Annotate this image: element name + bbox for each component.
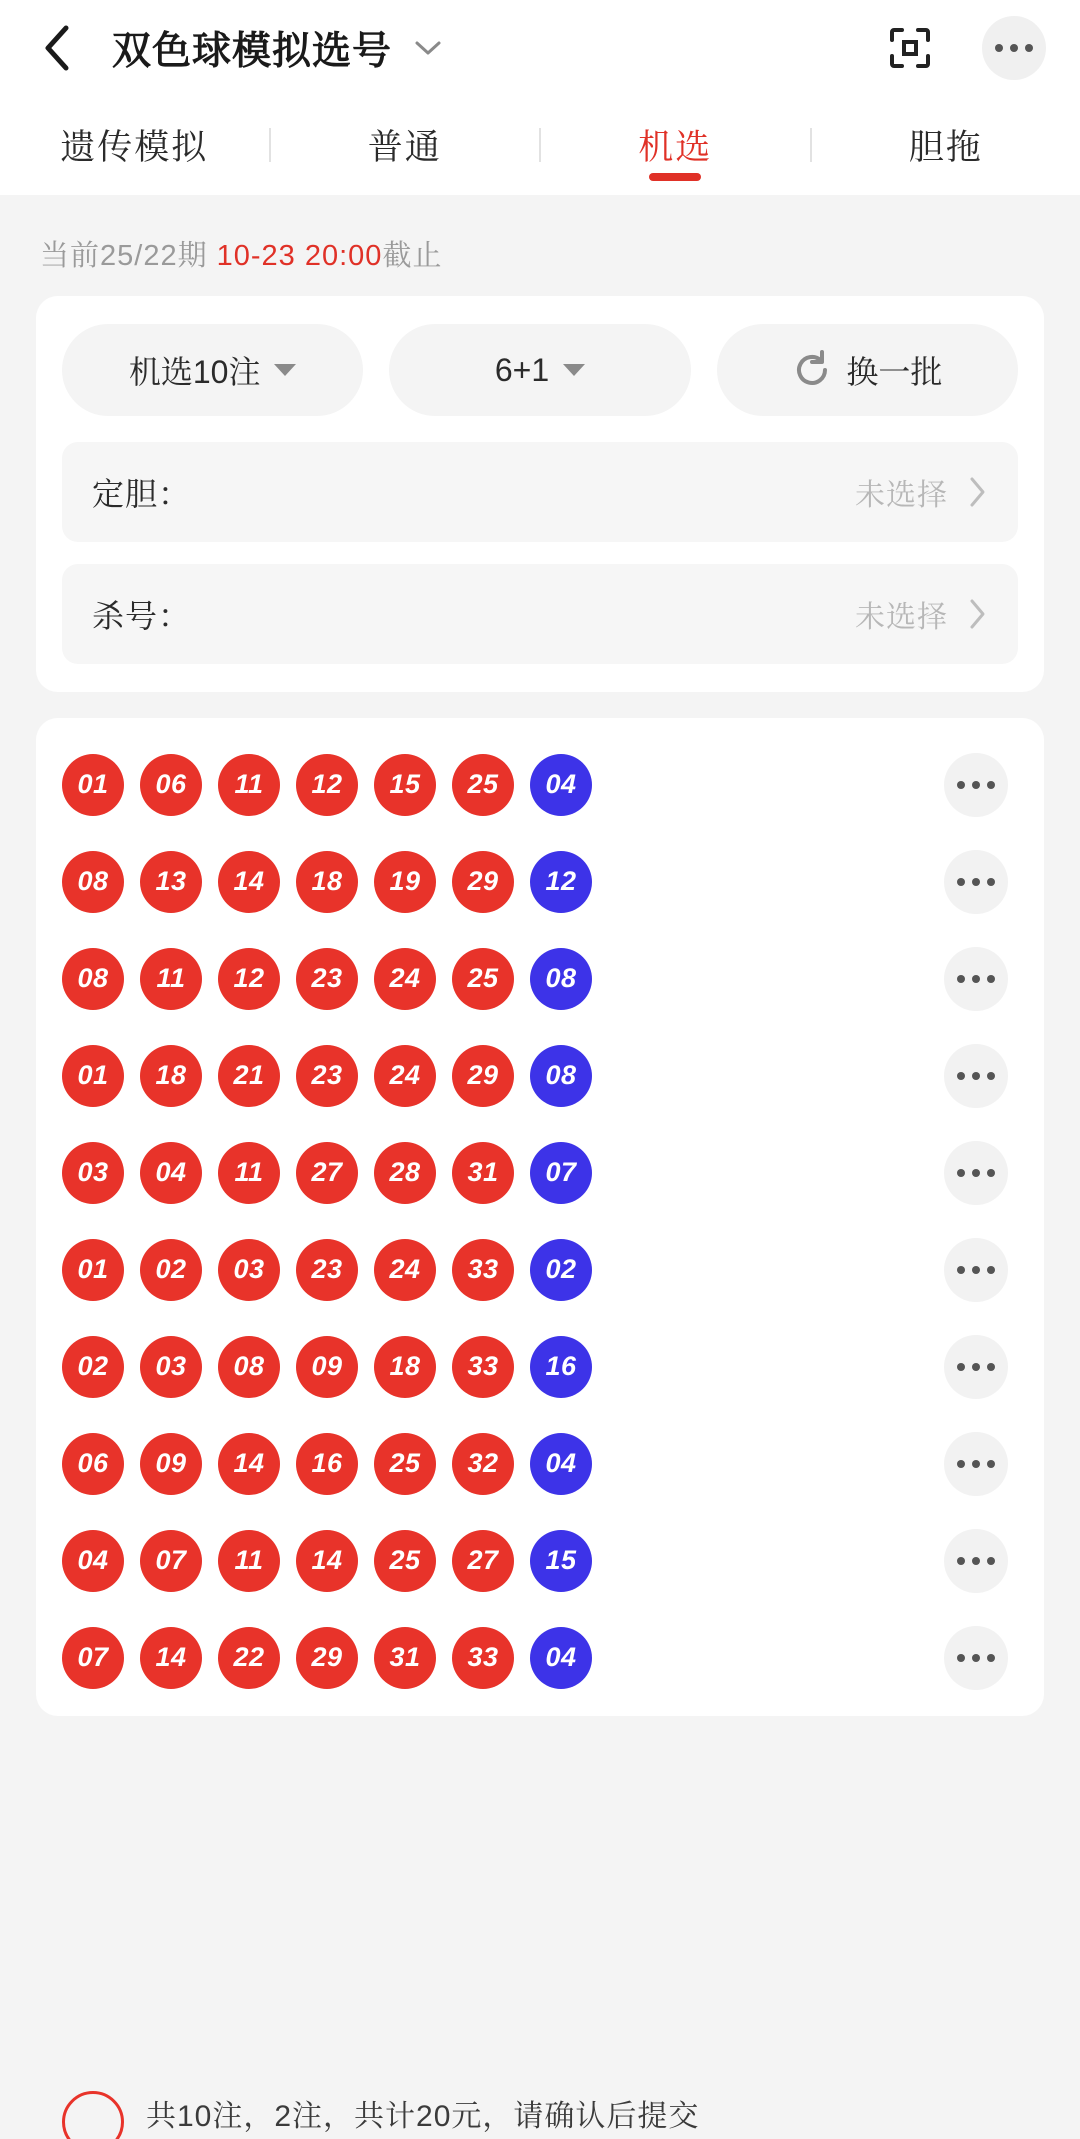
red-ball[interactable]: 24 <box>374 948 436 1010</box>
ticket-row[interactable] <box>62 1609 1018 1706</box>
bottom-summary-text: 共10注，2注，共计20元，请确认后提交 <box>146 2100 700 2133</box>
red-ball[interactable]: 13 <box>140 851 202 913</box>
more-dots <box>957 1557 995 1565</box>
red-ball[interactable]: 12 <box>218 948 280 1010</box>
red-ball[interactable]: 23 <box>296 1239 358 1301</box>
chevron-right-icon <box>968 476 988 508</box>
tab-bar <box>0 95 1080 195</box>
red-ball[interactable]: 11 <box>218 754 280 816</box>
ticket-more-icon[interactable] <box>944 1044 1008 1108</box>
red-ball[interactable]: 21 <box>218 1045 280 1107</box>
chevron-down-icon <box>274 364 296 376</box>
red-ball[interactable]: 31 <box>452 1142 514 1204</box>
period-deadline-text <box>0 195 1080 296</box>
ticket-row[interactable] <box>62 1318 1018 1415</box>
red-ball[interactable]: 28 <box>374 1142 436 1204</box>
more-dots <box>957 1266 995 1274</box>
ball-group <box>62 851 592 913</box>
red-ball[interactable]: 11 <box>218 1142 280 1204</box>
red-ball[interactable]: 29 <box>452 1045 514 1107</box>
controls-card <box>36 296 1044 692</box>
blue-ball[interactable]: 02 <box>530 1239 592 1301</box>
red-ball[interactable]: 16 <box>296 1433 358 1495</box>
red-ball[interactable]: 27 <box>296 1142 358 1204</box>
more-dots <box>995 44 1033 52</box>
more-dots <box>957 975 995 983</box>
tab-normal[interactable] <box>271 95 540 195</box>
red-ball[interactable]: 27 <box>452 1530 514 1592</box>
field-shahao[interactable] <box>62 564 1018 664</box>
red-ball[interactable]: 22 <box>218 1627 280 1689</box>
red-ball[interactable]: 01 <box>62 754 124 816</box>
field-value: 未选择 <box>855 601 948 634</box>
red-ball[interactable]: 15 <box>374 754 436 816</box>
more-horizontal-icon[interactable] <box>982 16 1046 80</box>
ticket-row[interactable] <box>62 1415 1018 1512</box>
red-ball[interactable]: 09 <box>296 1336 358 1398</box>
chevron-down-icon <box>563 364 585 376</box>
chevron-right-icon <box>968 598 988 630</box>
period-prefix: 当前25/22期 <box>40 240 217 272</box>
bet-mode-selector[interactable] <box>389 324 690 416</box>
red-ball[interactable]: 06 <box>62 1433 124 1495</box>
controls-row <box>62 324 1018 416</box>
ticket-more-icon[interactable] <box>944 753 1008 817</box>
red-ball[interactable]: 23 <box>296 1045 358 1107</box>
bet-count-selector[interactable] <box>62 324 363 416</box>
more-dots <box>957 878 995 886</box>
ball-group <box>62 754 592 816</box>
red-ball[interactable]: 29 <box>452 851 514 913</box>
more-dots <box>957 1654 995 1662</box>
tab-label: 胆拖 <box>908 128 983 167</box>
blue-ball[interactable]: 07 <box>530 1142 592 1204</box>
red-ball[interactable]: 04 <box>62 1530 124 1592</box>
red-ball[interactable]: 25 <box>374 1530 436 1592</box>
ball-group <box>62 1627 592 1689</box>
bottom-circle-icon <box>62 2091 124 2139</box>
ticket-more-icon[interactable] <box>944 1335 1008 1399</box>
red-ball[interactable]: 29 <box>296 1627 358 1689</box>
blue-ball[interactable]: 16 <box>530 1336 592 1398</box>
tickets-card <box>36 718 1044 1716</box>
red-ball[interactable]: 25 <box>374 1433 436 1495</box>
red-ball[interactable]: 11 <box>140 948 202 1010</box>
red-ball[interactable]: 24 <box>374 1239 436 1301</box>
tab-label: 遗传模拟 <box>60 128 209 167</box>
period-deadline: 10-23 20:00 <box>216 240 383 272</box>
blue-ball[interactable]: 04 <box>530 1627 592 1689</box>
bet-mode-label: 6+1 <box>494 351 550 388</box>
red-ball[interactable]: 08 <box>62 948 124 1010</box>
refresh-label: 换一批 <box>846 354 943 390</box>
main-content <box>0 195 1080 2139</box>
blue-ball[interactable]: 12 <box>530 851 592 913</box>
tab-dantuo[interactable] <box>812 95 1080 195</box>
red-ball[interactable]: 02 <box>62 1336 124 1398</box>
tab-genetic[interactable] <box>0 95 269 195</box>
red-ball[interactable]: 18 <box>140 1045 202 1107</box>
red-ball[interactable]: 07 <box>62 1627 124 1689</box>
red-ball[interactable]: 12 <box>296 754 358 816</box>
field-dingdan[interactable] <box>62 442 1018 542</box>
red-ball[interactable]: 11 <box>218 1530 280 1592</box>
ticket-more-icon[interactable] <box>944 1626 1008 1690</box>
red-ball[interactable]: 25 <box>452 754 514 816</box>
page-title: 双色球模拟选号 <box>112 29 393 73</box>
red-ball[interactable]: 03 <box>140 1336 202 1398</box>
ticket-more-icon[interactable] <box>944 1432 1008 1496</box>
refresh-batch-button[interactable] <box>717 324 1018 416</box>
blue-ball[interactable]: 15 <box>530 1530 592 1592</box>
red-ball[interactable]: 03 <box>218 1239 280 1301</box>
ticket-row[interactable] <box>62 1221 1018 1318</box>
app-header <box>0 0 1080 95</box>
more-dots <box>957 1363 995 1371</box>
ball-group <box>62 948 592 1010</box>
ball-group <box>62 1336 592 1398</box>
ticket-row[interactable] <box>62 736 1018 833</box>
field-label: 定胆： <box>92 476 192 512</box>
more-dots <box>957 1072 995 1080</box>
ticket-more-icon[interactable] <box>944 947 1008 1011</box>
red-ball[interactable]: 32 <box>452 1433 514 1495</box>
ticket-row[interactable] <box>62 1124 1018 1221</box>
red-ball[interactable]: 06 <box>140 754 202 816</box>
red-ball[interactable]: 08 <box>62 851 124 913</box>
refresh-icon <box>792 350 832 390</box>
ticket-row[interactable] <box>62 930 1018 1027</box>
red-ball[interactable]: 25 <box>452 948 514 1010</box>
red-ball[interactable]: 18 <box>296 851 358 913</box>
ball-group <box>62 1045 592 1107</box>
field-label: 杀号： <box>92 598 192 634</box>
red-ball[interactable]: 02 <box>140 1239 202 1301</box>
ticket-row[interactable] <box>62 833 1018 930</box>
red-ball[interactable]: 08 <box>218 1336 280 1398</box>
red-ball[interactable]: 07 <box>140 1530 202 1592</box>
ball-group <box>62 1530 592 1592</box>
blue-ball[interactable]: 08 <box>530 948 592 1010</box>
ticket-more-icon[interactable] <box>944 1141 1008 1205</box>
red-ball[interactable]: 09 <box>140 1433 202 1495</box>
red-ball[interactable]: 01 <box>62 1239 124 1301</box>
red-ball[interactable]: 14 <box>140 1627 202 1689</box>
red-ball[interactable]: 23 <box>296 948 358 1010</box>
red-ball[interactable]: 19 <box>374 851 436 913</box>
period-suffix: 截止 <box>382 240 443 272</box>
red-ball[interactable]: 03 <box>62 1142 124 1204</box>
more-dots <box>957 781 995 789</box>
ticket-more-icon[interactable] <box>944 1529 1008 1593</box>
red-ball[interactable]: 31 <box>374 1627 436 1689</box>
red-ball[interactable]: 24 <box>374 1045 436 1107</box>
more-dots <box>957 1460 995 1468</box>
more-dots <box>957 1169 995 1177</box>
red-ball[interactable]: 33 <box>452 1627 514 1689</box>
red-ball[interactable]: 33 <box>452 1336 514 1398</box>
red-ball[interactable]: 04 <box>140 1142 202 1204</box>
blue-ball[interactable]: 04 <box>530 754 592 816</box>
ball-group <box>62 1239 592 1301</box>
bet-count-label: 机选10注 <box>128 354 261 390</box>
ticket-row[interactable] <box>62 1512 1018 1609</box>
blue-ball[interactable]: 04 <box>530 1433 592 1495</box>
red-ball[interactable]: 18 <box>374 1336 436 1398</box>
tab-active-underline <box>649 173 701 181</box>
bottom-summary-bar[interactable] <box>0 2091 1080 2139</box>
tab-label: 普通 <box>367 128 442 167</box>
back-icon[interactable] <box>34 25 80 71</box>
ticket-row[interactable] <box>62 1027 1018 1124</box>
scan-frame-icon[interactable] <box>878 16 942 80</box>
red-ball[interactable]: 14 <box>218 851 280 913</box>
ball-group <box>62 1433 592 1495</box>
ticket-more-icon[interactable] <box>944 1238 1008 1302</box>
tab-label: 机选 <box>638 128 713 167</box>
red-ball[interactable]: 14 <box>296 1530 358 1592</box>
red-ball[interactable]: 01 <box>62 1045 124 1107</box>
ball-group <box>62 1142 592 1204</box>
red-ball[interactable]: 33 <box>452 1239 514 1301</box>
blue-ball[interactable]: 08 <box>530 1045 592 1107</box>
chevron-down-icon[interactable] <box>414 39 442 57</box>
red-ball[interactable]: 14 <box>218 1433 280 1495</box>
ticket-more-icon[interactable] <box>944 850 1008 914</box>
field-value: 未选择 <box>855 479 948 512</box>
tab-random[interactable] <box>541 95 810 195</box>
